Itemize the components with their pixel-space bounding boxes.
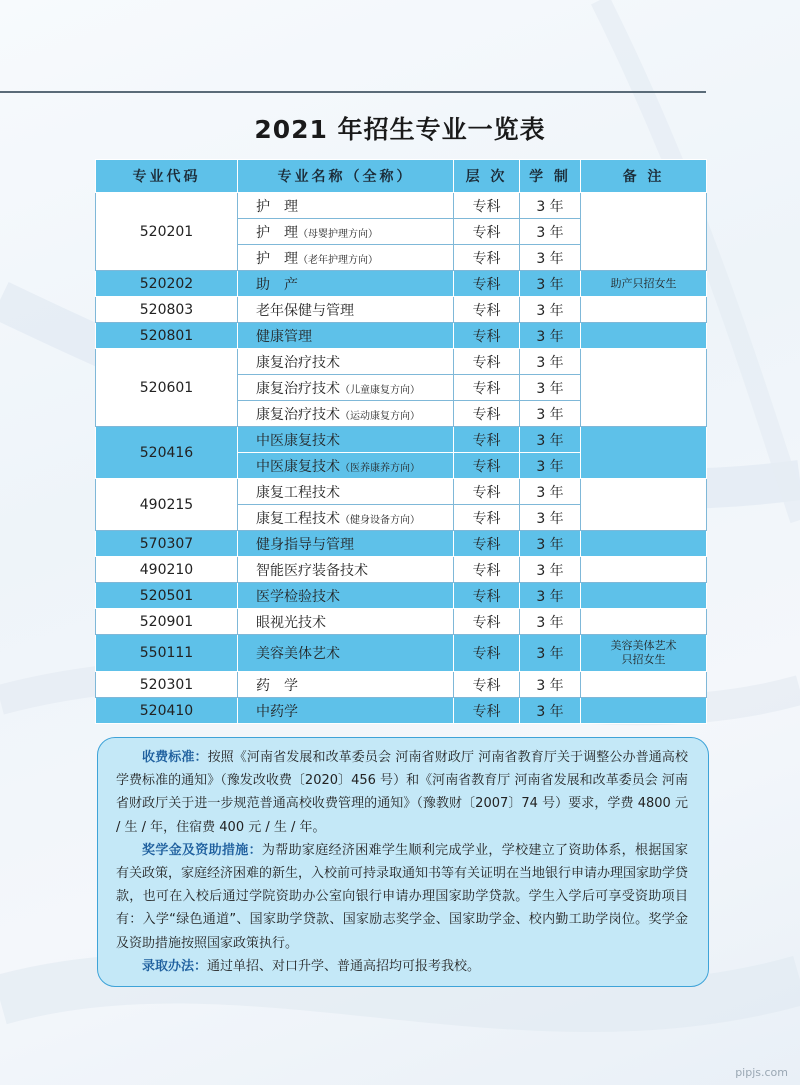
major-name-cell <box>238 349 454 375</box>
major-name-cell <box>238 505 454 531</box>
major-name-cell <box>238 245 454 271</box>
level-cell: 专科 <box>454 479 520 505</box>
level-cell: 专科 <box>454 375 520 401</box>
major-name-cell <box>238 375 454 401</box>
major-name: 康复治疗技术 <box>256 354 340 371</box>
table-body <box>96 193 707 724</box>
major-direction: （健身设备方向） <box>340 514 420 526</box>
level-cell: 专科 <box>454 698 520 724</box>
major-name-cell <box>238 583 454 609</box>
major-name-cell <box>238 672 454 698</box>
duration-cell: 3 年 <box>520 531 581 557</box>
duration-cell: 3 年 <box>520 698 581 724</box>
major-code-cell: 490210 <box>96 557 238 583</box>
major-name: 美容美体艺术 <box>256 646 340 662</box>
major-name-cell <box>238 323 454 349</box>
major-code-cell: 520202 <box>96 271 238 297</box>
duration-cell: 3 年 <box>520 557 581 583</box>
level-cell: 专科 <box>454 401 520 427</box>
major-name-cell <box>238 297 454 323</box>
level-cell: 专科 <box>454 505 520 531</box>
major-name: 助 产 <box>256 276 298 293</box>
major-name: 康复治疗技术 <box>256 380 340 397</box>
table-row <box>96 672 707 698</box>
table-row <box>96 635 707 672</box>
level-cell: 专科 <box>454 271 520 297</box>
major-name-cell <box>238 635 454 672</box>
duration-cell: 3 年 <box>520 672 581 698</box>
fee-paragraph <box>116 746 688 839</box>
duration-cell: 3 年 <box>520 635 581 672</box>
major-direction: （母婴护理方向） <box>298 228 378 240</box>
table-row <box>96 297 707 323</box>
major-name-cell <box>238 271 454 297</box>
note-cell <box>581 349 707 427</box>
header-name: 专业名称（全称） <box>238 160 454 193</box>
majors-table <box>95 159 707 724</box>
header-duration: 学 制 <box>520 160 581 193</box>
major-name: 康复工程技术 <box>256 484 340 501</box>
duration-cell: 3 年 <box>520 349 581 375</box>
table-row <box>96 583 707 609</box>
table-row <box>96 271 707 297</box>
major-code-cell: 520801 <box>96 323 238 349</box>
level-cell: 专科 <box>454 583 520 609</box>
table-header-row <box>96 160 707 193</box>
duration-cell: 3 年 <box>520 323 581 349</box>
major-code-cell: 520301 <box>96 672 238 698</box>
table-row <box>96 427 707 453</box>
table-row <box>96 479 707 505</box>
level-cell: 专科 <box>454 557 520 583</box>
major-name-cell <box>238 219 454 245</box>
major-name-cell <box>238 401 454 427</box>
major-name: 健身指导与管理 <box>256 536 354 553</box>
major-code-cell: 520901 <box>96 609 238 635</box>
note-cell <box>581 531 707 557</box>
major-name-cell <box>238 531 454 557</box>
duration-cell: 3 年 <box>520 193 581 219</box>
header-code: 专业代码 <box>96 160 238 193</box>
note-cell <box>581 557 707 583</box>
major-code-cell: 520410 <box>96 698 238 724</box>
note-cell <box>581 672 707 698</box>
level-cell: 专科 <box>454 672 520 698</box>
note-cell <box>581 323 707 349</box>
duration-cell: 3 年 <box>520 401 581 427</box>
major-name: 康复治疗技术 <box>256 406 340 423</box>
note-cell: 助产只招女生 <box>581 271 707 297</box>
table-row <box>96 349 707 375</box>
major-code-cell: 550111 <box>96 635 238 672</box>
note-cell <box>581 698 707 724</box>
page-title: 2021 年招生专业一览表 <box>254 115 546 144</box>
level-cell: 专科 <box>454 193 520 219</box>
duration-cell: 3 年 <box>520 427 581 453</box>
major-name: 中医康复技术 <box>256 432 340 449</box>
note-cell <box>581 609 707 635</box>
major-code-cell: 520803 <box>96 297 238 323</box>
note-cell <box>581 479 707 531</box>
duration-cell: 3 年 <box>520 609 581 635</box>
major-name: 康复工程技术 <box>256 510 340 527</box>
duration-cell: 3 年 <box>520 297 581 323</box>
duration-cell: 3 年 <box>520 479 581 505</box>
major-name: 老年保健与管理 <box>256 302 354 319</box>
major-name: 护 理 <box>256 224 298 241</box>
duration-cell: 3 年 <box>520 271 581 297</box>
major-name-cell <box>238 479 454 505</box>
aid-text: 为帮助家庭经济困难学生顺利完成学业，学校建立了资助体系，根据国家有关政策，家庭经济困难的新生，入校前可持录取通知书等有关证明在当地银行申请办理国家助学贷款，也可在入校后通过学院资助办公室向银行申请办理国家助学贷款。学生入学后可享受资助项目有：入学“绿色通道”、国家助学贷款、国家励志奖学金、国家助学金、校内勤工助学岗位。奖学金及资助措施按照国家政策执行。 <box>116 842 689 951</box>
major-code-cell: 520201 <box>96 193 238 271</box>
level-cell: 专科 <box>454 453 520 479</box>
note-cell <box>581 297 707 323</box>
notes-box <box>97 737 709 987</box>
major-name: 药 学 <box>256 677 298 694</box>
note-cell <box>581 193 707 271</box>
level-cell: 专科 <box>454 245 520 271</box>
major-direction: （医养康养方向） <box>340 462 420 474</box>
major-name: 眼视光技术 <box>256 614 326 631</box>
table-row <box>96 698 707 724</box>
major-name: 护 理 <box>256 250 298 267</box>
major-code-cell: 520601 <box>96 349 238 427</box>
major-name: 医学检验技术 <box>256 588 340 605</box>
fee-text: 按照《河南省发展和改革委员会 河南省财政厅 河南省教育厅关于调整公办普通高校学费标准的通知》（豫发改收费〔2020〕456 号）和《河南省教育厅 河南省发展和改革委员会 河南省财政厅关于进一步规范普通高校收费管理的通知》（豫教财〔2007〕74 号）要求，学费 4800 元 / 生 / 年，住宿费 400 元 / 生 / 年。 <box>116 750 688 835</box>
level-cell: 专科 <box>454 427 520 453</box>
note-cell <box>581 427 707 479</box>
level-cell: 专科 <box>454 323 520 349</box>
level-cell: 专科 <box>454 531 520 557</box>
major-name-cell <box>238 453 454 479</box>
fee-label: 收费标准： <box>142 750 208 765</box>
major-name: 护 理 <box>256 198 298 215</box>
aid-label: 奖学金及资助措施： <box>142 842 262 858</box>
note-cell <box>581 583 707 609</box>
major-name: 中医康复技术 <box>256 458 340 475</box>
duration-cell: 3 年 <box>520 219 581 245</box>
major-name-cell <box>238 698 454 724</box>
duration-cell: 3 年 <box>520 453 581 479</box>
major-code-cell: 520501 <box>96 583 238 609</box>
major-name-cell <box>238 193 454 219</box>
admission-paragraph <box>116 955 688 978</box>
header-note: 备 注 <box>581 160 707 193</box>
note-cell: 美容美体艺术 只招女生 <box>581 635 707 672</box>
major-direction: （老年护理方向） <box>298 254 378 266</box>
major-name-cell <box>238 427 454 453</box>
major-code-cell: 570307 <box>96 531 238 557</box>
level-cell: 专科 <box>454 349 520 375</box>
level-cell: 专科 <box>454 635 520 672</box>
major-name-cell <box>238 609 454 635</box>
top-rule <box>0 91 706 93</box>
table-row <box>96 193 707 219</box>
duration-cell: 3 年 <box>520 505 581 531</box>
major-direction: （运动康复方向） <box>340 410 420 422</box>
major-name: 智能医疗装备技术 <box>256 562 368 579</box>
table-row <box>96 557 707 583</box>
major-code-cell: 520416 <box>96 427 238 479</box>
level-cell: 专科 <box>454 297 520 323</box>
watermark: pipjs.com <box>735 1066 788 1079</box>
aid-paragraph <box>116 839 688 955</box>
admission-text: 通过单招、对口升学、普通高招均可报考我校。 <box>207 958 481 974</box>
table-row <box>96 323 707 349</box>
level-cell: 专科 <box>454 609 520 635</box>
major-code-cell: 490215 <box>96 479 238 531</box>
major-name: 健康管理 <box>256 328 312 345</box>
duration-cell: 3 年 <box>520 375 581 401</box>
major-name: 中药学 <box>256 703 298 720</box>
major-direction: （儿童康复方向） <box>340 384 420 396</box>
duration-cell: 3 年 <box>520 245 581 271</box>
duration-cell: 3 年 <box>520 583 581 609</box>
table-row <box>96 609 707 635</box>
admission-label: 录取办法： <box>142 958 208 974</box>
major-name-cell <box>238 557 454 583</box>
header-level: 层 次 <box>454 160 520 193</box>
level-cell: 专科 <box>454 219 520 245</box>
table-row <box>96 531 707 557</box>
